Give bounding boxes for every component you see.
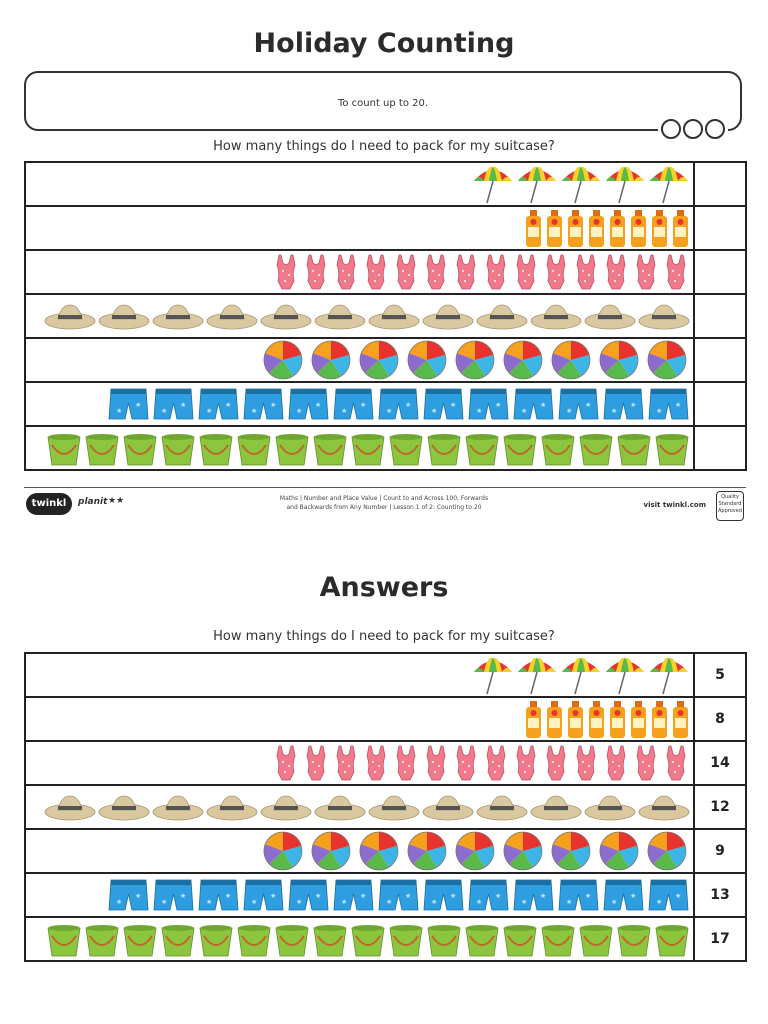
bucket-icon	[349, 427, 387, 469]
sunhat-icon	[367, 295, 421, 337]
bucket-icon	[83, 918, 121, 960]
umbrella-icon	[559, 654, 603, 696]
sunhat-icon	[43, 295, 97, 337]
beachball-icon	[643, 830, 691, 872]
sunhat-row	[25, 785, 694, 829]
table-row	[25, 162, 746, 206]
swimsuit-icon	[571, 742, 601, 784]
suncream-icon	[607, 207, 628, 249]
suncream-icon	[607, 698, 628, 740]
answer-cell[interactable]	[694, 426, 746, 470]
bucket-icon	[425, 427, 463, 469]
bucket-icon	[235, 427, 273, 469]
bucket-icon	[577, 427, 615, 469]
swimsuit-icon	[541, 742, 571, 784]
answer-cell[interactable]	[694, 382, 746, 426]
swimsuit-icon	[451, 742, 481, 784]
umbrella-row	[25, 162, 694, 206]
table-row	[25, 697, 746, 741]
svg-text:★: ★	[611, 407, 618, 415]
footer-description: Maths | Number and Place Value | Count to and Across 100, Forwards and Backwards from Any Number | Lesson 1 of 2: Counting to 20	[279, 495, 489, 511]
svg-text:★: ★	[116, 898, 123, 906]
svg-text:★: ★	[116, 407, 123, 415]
suncream-icon	[670, 698, 691, 740]
svg-text:★: ★	[315, 892, 322, 900]
svg-text:★: ★	[521, 898, 528, 906]
swimsuit-icon	[481, 251, 511, 293]
beachball-icon	[547, 830, 595, 872]
svg-text:★: ★	[585, 892, 592, 900]
objective-box	[24, 71, 742, 131]
svg-text:★: ★	[566, 407, 573, 415]
swimsuit-icon	[301, 742, 331, 784]
shorts-icon	[556, 874, 601, 916]
swimsuit-icon	[271, 251, 301, 293]
shorts-icon	[466, 874, 511, 916]
sunhat-icon	[421, 786, 475, 828]
bucket-icon	[615, 427, 653, 469]
sunhat-icon	[583, 786, 637, 828]
answer-cell: 17	[694, 917, 746, 961]
shorts-icon	[466, 383, 511, 425]
svg-text:★: ★	[225, 892, 232, 900]
planit-label: planit	[78, 497, 108, 507]
svg-text:★: ★	[656, 407, 663, 415]
bucket-icon	[311, 427, 349, 469]
swimsuit-icon	[541, 251, 571, 293]
swimsuit-icon	[631, 742, 661, 784]
beachball-icon	[451, 830, 499, 872]
shorts-icon	[331, 874, 376, 916]
beachball-row	[25, 829, 694, 873]
swimsuit-icon	[631, 251, 661, 293]
bucket-icon	[311, 918, 349, 960]
bucket-icon	[45, 918, 83, 960]
sunhat-icon	[421, 295, 475, 337]
swimsuit-icon	[331, 251, 361, 293]
svg-text:★: ★	[450, 401, 457, 409]
beachball-icon	[307, 830, 355, 872]
sunhat-icon	[367, 786, 421, 828]
svg-text:★: ★	[251, 407, 258, 415]
beachball-icon	[499, 830, 547, 872]
svg-text:★: ★	[270, 892, 277, 900]
suncream-icon	[649, 698, 670, 740]
bucket-icon	[273, 918, 311, 960]
table-row	[25, 426, 746, 470]
bucket-icon	[121, 427, 159, 469]
shorts-icon	[151, 383, 196, 425]
shorts-icon	[241, 874, 286, 916]
bucket-icon	[273, 427, 311, 469]
svg-text:★: ★	[476, 407, 483, 415]
umbrella-icon	[515, 654, 559, 696]
sunhat-icon	[259, 786, 313, 828]
swimsuit-icon	[601, 251, 631, 293]
objective-decoration	[658, 119, 728, 139]
bucket-icon	[387, 427, 425, 469]
suncream-icon	[565, 207, 586, 249]
svg-text:★: ★	[675, 892, 682, 900]
svg-text:★: ★	[521, 407, 528, 415]
svg-text:★: ★	[360, 401, 367, 409]
shorts-icon	[421, 874, 466, 916]
swimsuit-icon	[511, 742, 541, 784]
svg-text:★: ★	[315, 401, 322, 409]
svg-text:★: ★	[341, 407, 348, 415]
svg-text:★: ★	[386, 898, 393, 906]
beachball-icon	[403, 339, 451, 381]
umbrella-icon	[471, 163, 515, 205]
answers-title: Answers	[319, 572, 449, 603]
sunhat-icon	[475, 295, 529, 337]
swimsuit-icon	[331, 742, 361, 784]
svg-text:★: ★	[161, 898, 168, 906]
beachball-icon	[451, 339, 499, 381]
suncream-icon	[544, 698, 565, 740]
bucket-icon	[121, 918, 159, 960]
svg-text:★: ★	[630, 401, 637, 409]
bucket-icon	[387, 918, 425, 960]
suncream-icon	[523, 207, 544, 249]
swimsuit-icon	[511, 251, 541, 293]
suncream-icon	[523, 698, 544, 740]
shorts-row	[25, 873, 694, 917]
umbrella-row	[25, 653, 694, 697]
svg-text:★: ★	[431, 898, 438, 906]
shorts-icon	[646, 874, 691, 916]
bucket-icon	[83, 427, 121, 469]
shorts-icon	[646, 383, 691, 425]
svg-text:★: ★	[630, 892, 637, 900]
answer-cell[interactable]	[694, 294, 746, 338]
bucket-icon	[349, 918, 387, 960]
page-footer	[24, 487, 746, 523]
table-row	[25, 382, 746, 426]
sunhat-icon	[313, 786, 367, 828]
svg-text:★: ★	[135, 401, 142, 409]
suncream-icon	[565, 698, 586, 740]
bucket-icon	[197, 918, 235, 960]
svg-text:★: ★	[296, 898, 303, 906]
svg-text:★: ★	[135, 892, 142, 900]
svg-text:★: ★	[360, 892, 367, 900]
beachball-icon	[595, 339, 643, 381]
shorts-icon	[241, 383, 286, 425]
shorts-icon	[196, 874, 241, 916]
sunhat-icon	[529, 786, 583, 828]
swimsuit-icon	[661, 251, 691, 293]
answer-cell[interactable]	[694, 250, 746, 294]
swimsuit-icon	[571, 251, 601, 293]
swimsuit-icon	[391, 742, 421, 784]
twinkl-logo: twinkl	[26, 493, 72, 515]
swimsuit-icon	[391, 251, 421, 293]
table-row	[25, 653, 746, 697]
sunhat-icon	[583, 295, 637, 337]
sunhat-icon	[97, 786, 151, 828]
swimsuit-icon	[481, 742, 511, 784]
beachball-icon	[643, 339, 691, 381]
star-rating: ★★	[108, 496, 125, 506]
table-row	[25, 873, 746, 917]
worksheet-question: How many things do I need to pack for my suitcase?	[213, 139, 555, 154]
table-row	[25, 250, 746, 294]
svg-text:★: ★	[431, 407, 438, 415]
bucket-icon	[463, 427, 501, 469]
suncream-icon	[586, 207, 607, 249]
svg-text:★: ★	[495, 401, 502, 409]
suncream-icon	[670, 207, 691, 249]
svg-text:★: ★	[405, 401, 412, 409]
svg-text:★: ★	[566, 898, 573, 906]
bucket-icon	[159, 427, 197, 469]
bucket-icon	[539, 918, 577, 960]
bucket-row	[25, 917, 694, 961]
shorts-icon	[151, 874, 196, 916]
swimsuit-icon	[601, 742, 631, 784]
svg-text:★: ★	[270, 401, 277, 409]
answer-cell[interactable]	[694, 206, 746, 250]
svg-text:★: ★	[405, 892, 412, 900]
umbrella-icon	[603, 163, 647, 205]
swimsuit-icon	[271, 742, 301, 784]
shorts-icon	[286, 383, 331, 425]
bucket-icon	[653, 427, 691, 469]
beachball-icon	[403, 830, 451, 872]
table-row	[25, 829, 746, 873]
answer-cell: 8	[694, 697, 746, 741]
answer-cell: 12	[694, 785, 746, 829]
beachball-row	[25, 338, 694, 382]
sunhat-icon	[313, 295, 367, 337]
suncream-icon	[628, 207, 649, 249]
visit-link[interactable]: visit twinkl.com	[643, 501, 706, 509]
swimsuit-row	[25, 741, 694, 785]
svg-text:★: ★	[225, 401, 232, 409]
svg-text:★: ★	[180, 892, 187, 900]
sunhat-icon	[529, 295, 583, 337]
table-row	[25, 294, 746, 338]
swimsuit-icon	[301, 251, 331, 293]
svg-text:★: ★	[180, 401, 187, 409]
sunhat-icon	[151, 786, 205, 828]
quality-badge: Quality Standard Approved	[716, 491, 744, 521]
umbrella-icon	[515, 163, 559, 205]
suncream-icon	[544, 207, 565, 249]
sunhat-icon	[97, 295, 151, 337]
beachball-icon	[355, 339, 403, 381]
shorts-icon	[601, 383, 646, 425]
svg-text:★: ★	[540, 401, 547, 409]
beachball-icon	[595, 830, 643, 872]
swimsuit-icon	[361, 251, 391, 293]
suncream-row	[25, 206, 694, 250]
umbrella-icon	[647, 654, 691, 696]
bucket-icon	[615, 918, 653, 960]
svg-text:★: ★	[341, 898, 348, 906]
swimsuit-icon	[451, 251, 481, 293]
swimsuit-icon	[421, 251, 451, 293]
sunhat-row	[25, 294, 694, 338]
beachball-icon	[307, 339, 355, 381]
svg-text:★: ★	[611, 898, 618, 906]
bucket-icon	[463, 918, 501, 960]
sunhat-icon	[151, 295, 205, 337]
shorts-icon	[511, 383, 556, 425]
swimsuit-icon	[361, 742, 391, 784]
answer-cell: 14	[694, 741, 746, 785]
table-row	[25, 206, 746, 250]
bucket-icon	[197, 427, 235, 469]
umbrella-icon	[559, 163, 603, 205]
sunhat-icon	[43, 786, 97, 828]
bucket-icon	[235, 918, 273, 960]
bucket-icon	[539, 427, 577, 469]
answers-question: How many things do I need to pack for my suitcase?	[213, 629, 555, 644]
shorts-icon	[286, 874, 331, 916]
shorts-icon	[106, 874, 151, 916]
table-row	[25, 917, 746, 961]
sunhat-icon	[259, 295, 313, 337]
sunhat-icon	[205, 786, 259, 828]
bucket-icon	[425, 918, 463, 960]
sunhat-icon	[637, 786, 691, 828]
svg-text:★: ★	[585, 401, 592, 409]
shorts-icon	[196, 383, 241, 425]
svg-text:★: ★	[206, 407, 213, 415]
beachball-icon	[259, 830, 307, 872]
swimsuit-row	[25, 250, 694, 294]
umbrella-icon	[471, 654, 515, 696]
swimsuit-icon	[421, 742, 451, 784]
table-row	[25, 785, 746, 829]
answer-cell[interactable]	[694, 338, 746, 382]
svg-text:★: ★	[656, 898, 663, 906]
shorts-icon	[106, 383, 151, 425]
sunhat-icon	[475, 786, 529, 828]
shorts-icon	[421, 383, 466, 425]
umbrella-icon	[603, 654, 647, 696]
beachball-icon	[355, 830, 403, 872]
answer-cell: 9	[694, 829, 746, 873]
worksheet-grid	[24, 161, 747, 471]
shorts-icon	[601, 874, 646, 916]
suncream-icon	[649, 207, 670, 249]
bucket-icon	[159, 918, 197, 960]
objective-text: To count up to 20.	[337, 98, 429, 109]
sunhat-icon	[637, 295, 691, 337]
svg-text:★: ★	[161, 407, 168, 415]
shorts-icon	[331, 383, 376, 425]
shorts-icon	[556, 383, 601, 425]
worksheet-title: Holiday Counting	[253, 28, 515, 59]
svg-text:★: ★	[476, 898, 483, 906]
svg-text:★: ★	[495, 892, 502, 900]
svg-text:★: ★	[386, 407, 393, 415]
bucket-icon	[501, 918, 539, 960]
shorts-icon	[376, 383, 421, 425]
shorts-icon	[376, 874, 421, 916]
beachball-icon	[547, 339, 595, 381]
suncream-row	[25, 697, 694, 741]
answer-cell: 13	[694, 873, 746, 917]
shorts-icon	[511, 874, 556, 916]
beachball-icon	[259, 339, 307, 381]
svg-text:★: ★	[296, 407, 303, 415]
bucket-icon	[577, 918, 615, 960]
svg-text:★: ★	[206, 898, 213, 906]
answers-grid	[24, 652, 747, 962]
beachball-icon	[499, 339, 547, 381]
shorts-row	[25, 382, 694, 426]
answer-cell[interactable]	[694, 162, 746, 206]
table-row	[25, 741, 746, 785]
svg-text:★: ★	[540, 892, 547, 900]
answer-cell: 5	[694, 653, 746, 697]
bucket-icon	[501, 427, 539, 469]
svg-text:★: ★	[450, 892, 457, 900]
sunhat-icon	[205, 295, 259, 337]
bucket-icon	[653, 918, 691, 960]
svg-text:★: ★	[251, 898, 258, 906]
swimsuit-icon	[661, 742, 691, 784]
bucket-row	[25, 426, 694, 470]
suncream-icon	[586, 698, 607, 740]
suncream-icon	[628, 698, 649, 740]
umbrella-icon	[647, 163, 691, 205]
svg-text:★: ★	[675, 401, 682, 409]
bucket-icon	[45, 427, 83, 469]
table-row	[25, 338, 746, 382]
